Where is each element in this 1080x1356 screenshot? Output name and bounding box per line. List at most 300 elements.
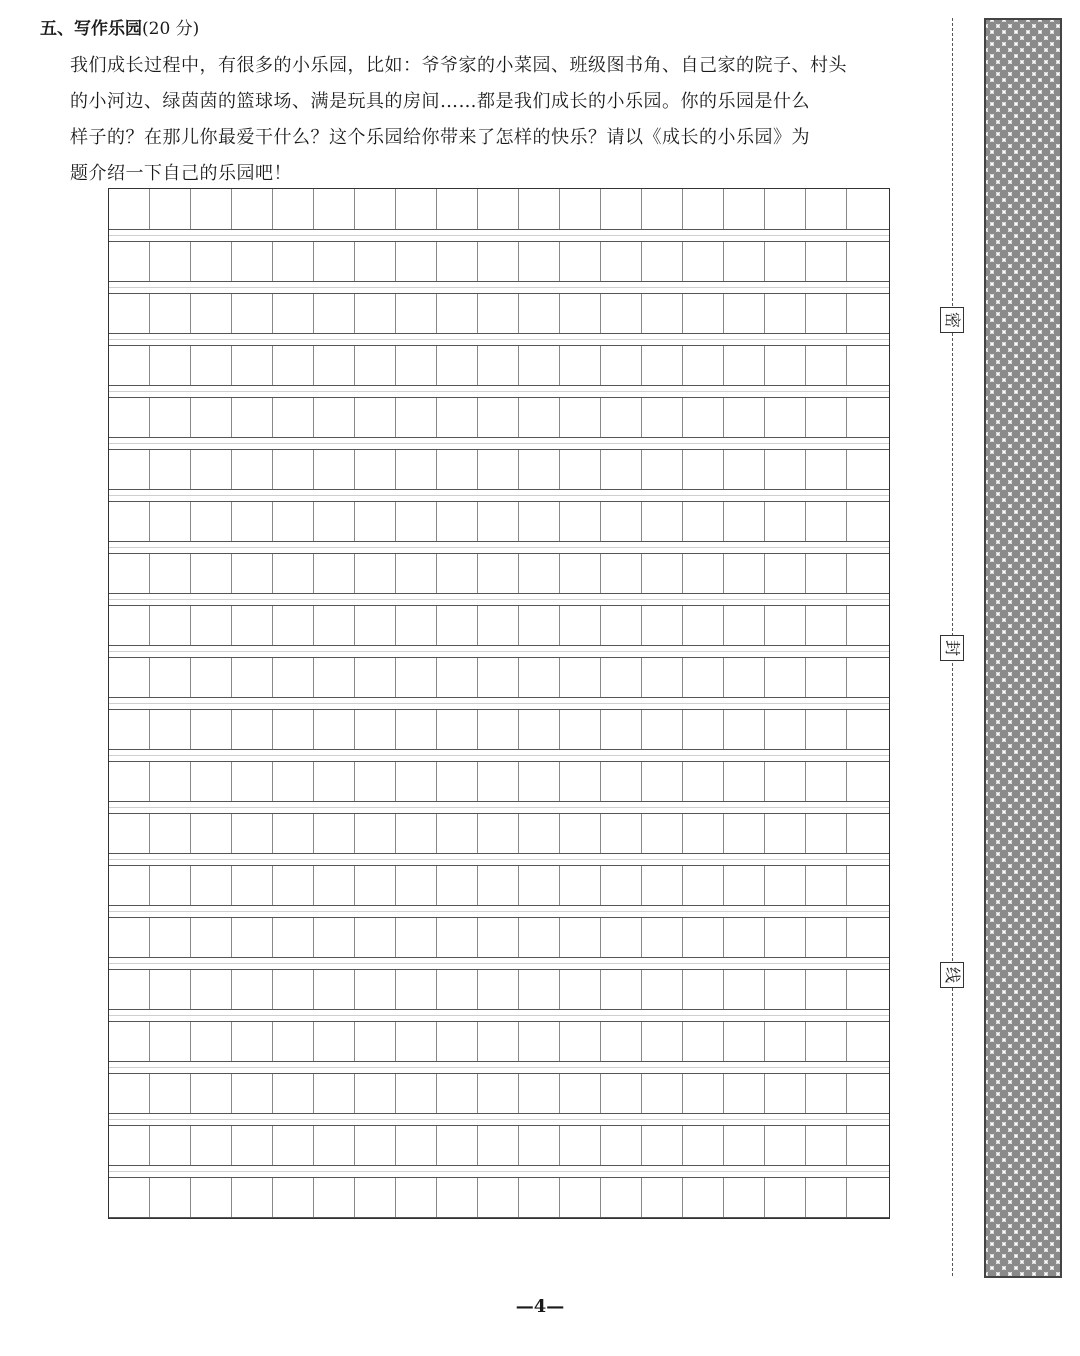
grid-cell[interactable] (232, 606, 273, 645)
grid-cell[interactable] (601, 658, 642, 697)
grid-cell[interactable] (232, 294, 273, 333)
grid-cell[interactable] (478, 1178, 519, 1217)
grid-cell[interactable] (109, 970, 150, 1009)
grid-cell[interactable] (150, 1126, 191, 1165)
grid-cell[interactable] (232, 658, 273, 697)
grid-cell[interactable] (273, 814, 314, 853)
grid-cell[interactable] (273, 1074, 314, 1113)
grid-cell[interactable] (478, 189, 519, 229)
grid-cell[interactable] (437, 398, 478, 437)
grid-cell[interactable] (355, 814, 396, 853)
grid-cell[interactable] (273, 1022, 314, 1061)
grid-cell[interactable] (806, 970, 847, 1009)
grid-cell[interactable] (232, 1178, 273, 1217)
grid-cell[interactable] (765, 606, 806, 645)
grid-cell[interactable] (478, 398, 519, 437)
grid-cell[interactable] (396, 554, 437, 593)
grid-cell[interactable] (150, 918, 191, 957)
grid-cell[interactable] (765, 450, 806, 489)
grid-cell[interactable] (560, 450, 601, 489)
grid-cell[interactable] (273, 554, 314, 593)
grid-cell[interactable] (396, 1126, 437, 1165)
grid-cell[interactable] (109, 398, 150, 437)
grid-cell[interactable] (355, 1178, 396, 1217)
grid-cell[interactable] (150, 1178, 191, 1217)
grid-cell[interactable] (806, 1022, 847, 1061)
grid-cell[interactable] (560, 1022, 601, 1061)
grid-cell[interactable] (806, 606, 847, 645)
grid-cell[interactable] (724, 398, 765, 437)
grid-cell[interactable] (519, 502, 560, 541)
grid-cell[interactable] (232, 1074, 273, 1113)
grid-cell[interactable] (314, 710, 355, 749)
grid-cell[interactable] (560, 970, 601, 1009)
grid-cell[interactable] (560, 1074, 601, 1113)
grid-cell[interactable] (683, 242, 724, 281)
grid-cell[interactable] (437, 1022, 478, 1061)
grid-cell[interactable] (519, 1126, 560, 1165)
grid-cell[interactable] (150, 502, 191, 541)
grid-cell[interactable] (601, 450, 642, 489)
grid-cell[interactable] (642, 502, 683, 541)
grid-cell[interactable] (109, 242, 150, 281)
grid-cell[interactable] (683, 502, 724, 541)
grid-cell[interactable] (724, 866, 765, 905)
grid-cell[interactable] (109, 502, 150, 541)
grid-cell[interactable] (847, 918, 888, 957)
grid-cell[interactable] (232, 1126, 273, 1165)
grid-cell[interactable] (642, 1178, 683, 1217)
grid-cell[interactable] (232, 346, 273, 385)
grid-cell[interactable] (642, 1022, 683, 1061)
grid-cell[interactable] (724, 346, 765, 385)
grid-cell[interactable] (519, 242, 560, 281)
writing-grid[interactable] (108, 188, 890, 1219)
grid-cell[interactable] (806, 1178, 847, 1217)
grid-cell[interactable] (314, 1074, 355, 1113)
grid-cell[interactable] (724, 294, 765, 333)
grid-cell[interactable] (847, 554, 888, 593)
grid-cell[interactable] (150, 606, 191, 645)
grid-cell[interactable] (847, 814, 888, 853)
grid-cell[interactable] (355, 606, 396, 645)
grid-cell[interactable] (437, 1074, 478, 1113)
grid-cell[interactable] (601, 762, 642, 801)
grid-cell[interactable] (396, 1178, 437, 1217)
grid-cell[interactable] (683, 710, 724, 749)
grid-cell[interactable] (150, 189, 191, 229)
grid-cell[interactable] (683, 294, 724, 333)
grid-cell[interactable] (560, 814, 601, 853)
grid-cell[interactable] (765, 762, 806, 801)
grid-cell[interactable] (191, 918, 232, 957)
grid-cell[interactable] (273, 242, 314, 281)
grid-cell[interactable] (478, 710, 519, 749)
grid-cell[interactable] (642, 346, 683, 385)
grid-cell[interactable] (396, 1074, 437, 1113)
grid-cell[interactable] (396, 814, 437, 853)
grid-cell[interactable] (396, 398, 437, 437)
grid-cell[interactable] (847, 502, 888, 541)
grid-cell[interactable] (806, 242, 847, 281)
grid-cell[interactable] (478, 242, 519, 281)
grid-cell[interactable] (601, 294, 642, 333)
grid-cell[interactable] (150, 710, 191, 749)
grid-cell[interactable] (847, 710, 888, 749)
grid-cell[interactable] (683, 398, 724, 437)
grid-cell[interactable] (396, 658, 437, 697)
grid-cell[interactable] (601, 398, 642, 437)
grid-cell[interactable] (355, 918, 396, 957)
grid-cell[interactable] (314, 762, 355, 801)
grid-cell[interactable] (273, 398, 314, 437)
grid-cell[interactable] (847, 1074, 888, 1113)
grid-cell[interactable] (601, 1126, 642, 1165)
grid-cell[interactable] (109, 189, 150, 229)
grid-cell[interactable] (437, 710, 478, 749)
grid-cell[interactable] (396, 970, 437, 1009)
grid-cell[interactable] (642, 970, 683, 1009)
grid-cell[interactable] (355, 554, 396, 593)
grid-cell[interactable] (396, 762, 437, 801)
grid-cell[interactable] (847, 294, 888, 333)
grid-cell[interactable] (806, 814, 847, 853)
grid-cell[interactable] (519, 1178, 560, 1217)
grid-cell[interactable] (642, 866, 683, 905)
grid-cell[interactable] (478, 1126, 519, 1165)
grid-cell[interactable] (847, 450, 888, 489)
grid-cell[interactable] (642, 606, 683, 645)
grid-cell[interactable] (191, 242, 232, 281)
grid-cell[interactable] (683, 189, 724, 229)
grid-cell[interactable] (601, 1022, 642, 1061)
grid-cell[interactable] (478, 1022, 519, 1061)
grid-cell[interactable] (355, 346, 396, 385)
grid-cell[interactable] (232, 970, 273, 1009)
grid-cell[interactable] (478, 918, 519, 957)
grid-cell[interactable] (109, 866, 150, 905)
grid-cell[interactable] (109, 658, 150, 697)
grid-cell[interactable] (396, 346, 437, 385)
grid-cell[interactable] (232, 814, 273, 853)
grid-cell[interactable] (683, 866, 724, 905)
grid-cell[interactable] (847, 606, 888, 645)
grid-cell[interactable] (560, 398, 601, 437)
grid-cell[interactable] (519, 762, 560, 801)
grid-cell[interactable] (847, 970, 888, 1009)
grid-cell[interactable] (478, 1074, 519, 1113)
grid-cell[interactable] (519, 866, 560, 905)
grid-cell[interactable] (601, 710, 642, 749)
grid-cell[interactable] (396, 450, 437, 489)
grid-cell[interactable] (478, 866, 519, 905)
grid-cell[interactable] (560, 1126, 601, 1165)
grid-cell[interactable] (642, 189, 683, 229)
grid-cell[interactable] (765, 502, 806, 541)
grid-cell[interactable] (601, 814, 642, 853)
grid-cell[interactable] (724, 918, 765, 957)
grid-cell[interactable] (314, 398, 355, 437)
grid-cell[interactable] (314, 554, 355, 593)
grid-cell[interactable] (150, 242, 191, 281)
grid-cell[interactable] (847, 346, 888, 385)
grid-cell[interactable] (314, 814, 355, 853)
grid-cell[interactable] (642, 242, 683, 281)
grid-cell[interactable] (683, 814, 724, 853)
grid-cell[interactable] (273, 294, 314, 333)
grid-cell[interactable] (314, 1022, 355, 1061)
grid-cell[interactable] (437, 189, 478, 229)
grid-cell[interactable] (150, 450, 191, 489)
grid-cell[interactable] (396, 189, 437, 229)
grid-cell[interactable] (847, 1126, 888, 1165)
grid-cell[interactable] (355, 970, 396, 1009)
grid-cell[interactable] (396, 294, 437, 333)
grid-cell[interactable] (191, 1126, 232, 1165)
grid-cell[interactable] (560, 242, 601, 281)
grid-cell[interactable] (314, 918, 355, 957)
grid-cell[interactable] (150, 1022, 191, 1061)
grid-cell[interactable] (437, 450, 478, 489)
grid-cell[interactable] (232, 866, 273, 905)
grid-cell[interactable] (191, 762, 232, 801)
grid-cell[interactable] (355, 1022, 396, 1061)
grid-cell[interactable] (724, 1126, 765, 1165)
grid-cell[interactable] (355, 1126, 396, 1165)
grid-cell[interactable] (191, 1074, 232, 1113)
grid-cell[interactable] (806, 294, 847, 333)
grid-cell[interactable] (724, 450, 765, 489)
grid-cell[interactable] (232, 189, 273, 229)
grid-cell[interactable] (601, 866, 642, 905)
grid-cell[interactable] (355, 294, 396, 333)
grid-cell[interactable] (232, 242, 273, 281)
grid-cell[interactable] (560, 346, 601, 385)
grid-cell[interactable] (273, 918, 314, 957)
grid-cell[interactable] (191, 554, 232, 593)
grid-cell[interactable] (191, 606, 232, 645)
grid-cell[interactable] (273, 658, 314, 697)
grid-cell[interactable] (478, 450, 519, 489)
grid-cell[interactable] (601, 1178, 642, 1217)
grid-cell[interactable] (191, 970, 232, 1009)
grid-cell[interactable] (560, 606, 601, 645)
grid-cell[interactable] (191, 866, 232, 905)
grid-cell[interactable] (355, 762, 396, 801)
grid-cell[interactable] (191, 450, 232, 489)
grid-cell[interactable] (806, 1074, 847, 1113)
grid-cell[interactable] (519, 814, 560, 853)
grid-cell[interactable] (314, 1178, 355, 1217)
grid-cell[interactable] (642, 918, 683, 957)
grid-cell[interactable] (560, 502, 601, 541)
grid-cell[interactable] (519, 606, 560, 645)
grid-cell[interactable] (232, 918, 273, 957)
grid-cell[interactable] (519, 189, 560, 229)
grid-cell[interactable] (519, 554, 560, 593)
grid-cell[interactable] (314, 450, 355, 489)
grid-cell[interactable] (355, 866, 396, 905)
grid-cell[interactable] (396, 918, 437, 957)
grid-cell[interactable] (478, 346, 519, 385)
grid-cell[interactable] (519, 1074, 560, 1113)
grid-cell[interactable] (314, 606, 355, 645)
grid-cell[interactable] (396, 242, 437, 281)
grid-cell[interactable] (437, 294, 478, 333)
grid-cell[interactable] (150, 1074, 191, 1113)
grid-cell[interactable] (273, 606, 314, 645)
grid-cell[interactable] (642, 710, 683, 749)
grid-cell[interactable] (191, 814, 232, 853)
grid-cell[interactable] (601, 554, 642, 593)
grid-cell[interactable] (150, 554, 191, 593)
grid-cell[interactable] (232, 502, 273, 541)
grid-cell[interactable] (806, 554, 847, 593)
grid-cell[interactable] (478, 502, 519, 541)
grid-cell[interactable] (355, 658, 396, 697)
grid-cell[interactable] (478, 606, 519, 645)
grid-cell[interactable] (560, 554, 601, 593)
grid-cell[interactable] (150, 398, 191, 437)
grid-cell[interactable] (724, 1022, 765, 1061)
grid-cell[interactable] (396, 502, 437, 541)
grid-cell[interactable] (765, 710, 806, 749)
grid-cell[interactable] (601, 918, 642, 957)
grid-cell[interactable] (437, 554, 478, 593)
grid-cell[interactable] (724, 606, 765, 645)
grid-cell[interactable] (683, 762, 724, 801)
grid-cell[interactable] (806, 658, 847, 697)
grid-cell[interactable] (273, 762, 314, 801)
grid-cell[interactable] (437, 866, 478, 905)
grid-cell[interactable] (765, 658, 806, 697)
grid-cell[interactable] (314, 970, 355, 1009)
grid-cell[interactable] (765, 1178, 806, 1217)
grid-cell[interactable] (355, 450, 396, 489)
grid-cell[interactable] (683, 606, 724, 645)
grid-cell[interactable] (109, 710, 150, 749)
grid-cell[interactable] (150, 970, 191, 1009)
grid-cell[interactable] (601, 970, 642, 1009)
grid-cell[interactable] (109, 606, 150, 645)
grid-cell[interactable] (806, 502, 847, 541)
grid-cell[interactable] (191, 710, 232, 749)
grid-cell[interactable] (273, 502, 314, 541)
grid-cell[interactable] (273, 1126, 314, 1165)
grid-cell[interactable] (847, 762, 888, 801)
grid-cell[interactable] (191, 1022, 232, 1061)
grid-cell[interactable] (150, 346, 191, 385)
grid-cell[interactable] (273, 1178, 314, 1217)
grid-cell[interactable] (724, 710, 765, 749)
grid-cell[interactable] (560, 294, 601, 333)
grid-cell[interactable] (601, 189, 642, 229)
grid-cell[interactable] (765, 866, 806, 905)
grid-cell[interactable] (519, 918, 560, 957)
grid-cell[interactable] (396, 606, 437, 645)
grid-cell[interactable] (683, 1022, 724, 1061)
grid-cell[interactable] (519, 398, 560, 437)
grid-cell[interactable] (437, 346, 478, 385)
grid-cell[interactable] (191, 189, 232, 229)
grid-cell[interactable] (232, 450, 273, 489)
grid-cell[interactable] (519, 1022, 560, 1061)
grid-cell[interactable] (273, 450, 314, 489)
grid-cell[interactable] (724, 1074, 765, 1113)
grid-cell[interactable] (724, 658, 765, 697)
grid-cell[interactable] (191, 502, 232, 541)
grid-cell[interactable] (683, 658, 724, 697)
grid-cell[interactable] (765, 970, 806, 1009)
grid-cell[interactable] (519, 450, 560, 489)
grid-cell[interactable] (765, 242, 806, 281)
grid-cell[interactable] (273, 970, 314, 1009)
grid-cell[interactable] (560, 918, 601, 957)
grid-cell[interactable] (847, 1178, 888, 1217)
grid-cell[interactable] (765, 346, 806, 385)
grid-cell[interactable] (478, 970, 519, 1009)
grid-cell[interactable] (642, 658, 683, 697)
grid-cell[interactable] (314, 502, 355, 541)
grid-cell[interactable] (314, 1126, 355, 1165)
grid-cell[interactable] (519, 970, 560, 1009)
grid-cell[interactable] (437, 918, 478, 957)
grid-cell[interactable] (847, 866, 888, 905)
grid-cell[interactable] (437, 502, 478, 541)
grid-cell[interactable] (109, 554, 150, 593)
grid-cell[interactable] (806, 346, 847, 385)
grid-cell[interactable] (396, 1022, 437, 1061)
grid-cell[interactable] (847, 1022, 888, 1061)
grid-cell[interactable] (437, 1178, 478, 1217)
grid-cell[interactable] (642, 294, 683, 333)
grid-cell[interactable] (437, 606, 478, 645)
grid-cell[interactable] (355, 242, 396, 281)
grid-cell[interactable] (724, 242, 765, 281)
grid-cell[interactable] (273, 710, 314, 749)
grid-cell[interactable] (519, 658, 560, 697)
grid-cell[interactable] (642, 398, 683, 437)
grid-cell[interactable] (683, 1126, 724, 1165)
grid-cell[interactable] (396, 710, 437, 749)
grid-cell[interactable] (437, 970, 478, 1009)
grid-cell[interactable] (724, 554, 765, 593)
grid-cell[interactable] (355, 189, 396, 229)
grid-cell[interactable] (560, 658, 601, 697)
grid-cell[interactable] (150, 762, 191, 801)
grid-cell[interactable] (314, 189, 355, 229)
grid-cell[interactable] (683, 1074, 724, 1113)
grid-cell[interactable] (314, 242, 355, 281)
grid-cell[interactable] (273, 189, 314, 229)
grid-cell[interactable] (683, 1178, 724, 1217)
grid-cell[interactable] (601, 1074, 642, 1113)
grid-cell[interactable] (724, 762, 765, 801)
grid-cell[interactable] (642, 814, 683, 853)
grid-cell[interactable] (683, 346, 724, 385)
grid-cell[interactable] (150, 658, 191, 697)
grid-cell[interactable] (765, 189, 806, 229)
grid-cell[interactable] (232, 762, 273, 801)
grid-cell[interactable] (437, 1126, 478, 1165)
grid-cell[interactable] (806, 450, 847, 489)
grid-cell[interactable] (109, 1126, 150, 1165)
grid-cell[interactable] (806, 189, 847, 229)
grid-cell[interactable] (724, 1178, 765, 1217)
grid-cell[interactable] (806, 1126, 847, 1165)
grid-cell[interactable] (765, 1126, 806, 1165)
grid-cell[interactable] (560, 762, 601, 801)
